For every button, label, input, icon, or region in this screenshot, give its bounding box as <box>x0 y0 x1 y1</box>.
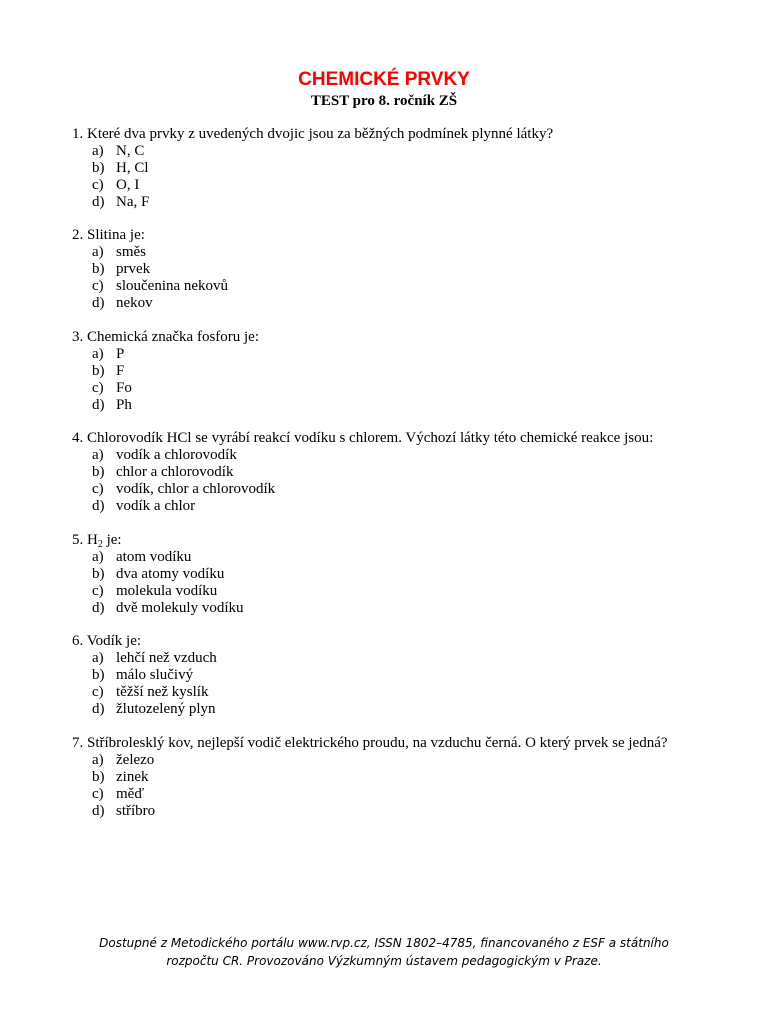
option-a <box>72 244 752 261</box>
option-c <box>72 583 752 600</box>
option-letter: d) <box>92 498 105 514</box>
option-letter: b) <box>92 261 105 277</box>
option-text: dva atomy vodíku <box>116 566 225 582</box>
option-text: sloučenina nekovů <box>116 278 229 294</box>
question-text: 1. Které dva prvky z uvedených dvojic jsou za běžných podmínek plynné látky? <box>72 126 554 142</box>
option-text: N, C <box>116 143 145 159</box>
option-text: H, Cl <box>116 160 149 176</box>
option-text: směs <box>116 244 146 260</box>
option-text: prvek <box>116 261 151 277</box>
option-letter: d) <box>92 295 105 311</box>
option-a <box>72 447 752 464</box>
option-a <box>72 752 752 769</box>
option-d <box>72 194 752 211</box>
question-5 <box>72 532 752 617</box>
option-d <box>72 803 752 820</box>
option-letter: a) <box>92 346 104 362</box>
option-c <box>72 380 752 397</box>
option-letter: b) <box>92 464 105 480</box>
option-letter: d) <box>92 397 105 413</box>
option-a <box>72 650 752 667</box>
option-letter: d) <box>92 803 105 819</box>
option-d <box>72 701 752 718</box>
option-text: dvě molekuly vodíku <box>116 600 244 616</box>
option-b <box>72 160 752 177</box>
option-letter: b) <box>92 160 105 176</box>
option-b <box>72 363 752 380</box>
option-text: vodík a chlor <box>116 498 196 514</box>
option-b <box>72 464 752 481</box>
option-letter: b) <box>92 566 105 582</box>
option-text: železo <box>116 752 155 768</box>
option-d <box>72 498 752 515</box>
option-letter: c) <box>92 278 104 294</box>
option-d <box>72 600 752 617</box>
option-c <box>72 786 752 803</box>
footer <box>0 934 768 970</box>
option-b <box>72 667 752 684</box>
option-c <box>72 481 752 498</box>
option-letter: a) <box>92 752 104 768</box>
option-letter: c) <box>92 380 104 396</box>
page-title: CHEMICKÉ PRVKY <box>298 69 470 90</box>
option-letter: b) <box>92 363 105 379</box>
option-letter: a) <box>92 549 104 565</box>
option-letter: a) <box>92 650 104 666</box>
option-letter: d) <box>92 600 105 616</box>
option-letter: a) <box>92 143 104 159</box>
option-text: molekula vodíku <box>116 583 218 599</box>
option-letter: c) <box>92 481 104 497</box>
question-6 <box>72 633 752 718</box>
question-1 <box>72 126 752 211</box>
option-letter: c) <box>92 786 104 802</box>
option-text: P <box>116 346 125 362</box>
option-b <box>72 566 752 583</box>
option-letter: c) <box>92 684 104 700</box>
question-text: 4. Chlorovodík HCl se vyrábí reakcí vodíku s chlorem. Výchozí látky této chemické reakce jsou: <box>72 430 654 446</box>
option-letter: a) <box>92 447 104 463</box>
option-text: chlor a chlorovodík <box>116 464 234 480</box>
option-text: málo slučivý <box>116 667 194 683</box>
option-text: vodík, chlor a chlorovodík <box>116 481 276 497</box>
option-text: žlutozelený plyn <box>116 701 216 717</box>
option-text: Fo <box>116 380 132 396</box>
option-d <box>72 295 752 312</box>
question-prefix: 5. H <box>72 532 98 548</box>
option-text: těžší než kyslík <box>116 684 209 700</box>
option-letter: d) <box>92 701 105 717</box>
option-b <box>72 261 752 278</box>
option-letter: c) <box>92 177 104 193</box>
option-letter: d) <box>92 194 105 210</box>
option-text: atom vodíku <box>116 549 192 565</box>
option-text: stříbro <box>116 803 156 819</box>
question-4 <box>72 430 752 515</box>
footer-line-2: rozpočtu CR. Provozováno Výzkumným ústavem pedagogickým v Praze. <box>166 954 602 968</box>
question-3 <box>72 329 752 414</box>
option-c <box>72 684 752 701</box>
option-text: vodík a chlorovodík <box>116 447 237 463</box>
page-subtitle: TEST pro 8. ročník ZŠ <box>310 93 458 109</box>
question-7 <box>72 735 752 820</box>
option-text: měď <box>116 786 145 802</box>
question-text: 7. Stříbrolesklý kov, nejlepší vodič elektrického proudu, na vzduchu černá. O který prvek se jedná? <box>72 735 668 751</box>
option-letter: c) <box>92 583 104 599</box>
option-a <box>72 549 752 566</box>
option-text: Na, F <box>116 194 150 210</box>
option-a <box>72 346 752 363</box>
option-text: F <box>116 363 125 379</box>
option-text: lehčí než vzduch <box>116 650 217 666</box>
option-a <box>72 143 752 160</box>
option-text: nekov <box>116 295 153 311</box>
subscript: 2 <box>97 539 103 550</box>
option-letter: b) <box>92 769 105 785</box>
option-b <box>72 769 752 786</box>
question-text: 3. Chemická značka fosforu je: <box>72 329 260 345</box>
question-text <box>72 532 752 549</box>
option-c <box>72 177 752 194</box>
option-letter: b) <box>92 667 105 683</box>
option-text: O, I <box>116 177 140 193</box>
option-letter: a) <box>92 244 104 260</box>
question-suffix: je: <box>102 532 122 548</box>
footer-line-1: Dostupné z Metodického portálu www.rvp.cz, ISSN 1802–4785, financovaného z ESF a státního <box>99 936 669 950</box>
option-d <box>72 397 752 414</box>
option-text: Ph <box>116 397 132 413</box>
option-c <box>72 278 752 295</box>
question-text: 2. Slitina je: <box>72 227 145 243</box>
option-text: zinek <box>116 769 149 785</box>
question-text: 6. Vodík je: <box>72 633 142 649</box>
question-2 <box>72 227 752 312</box>
